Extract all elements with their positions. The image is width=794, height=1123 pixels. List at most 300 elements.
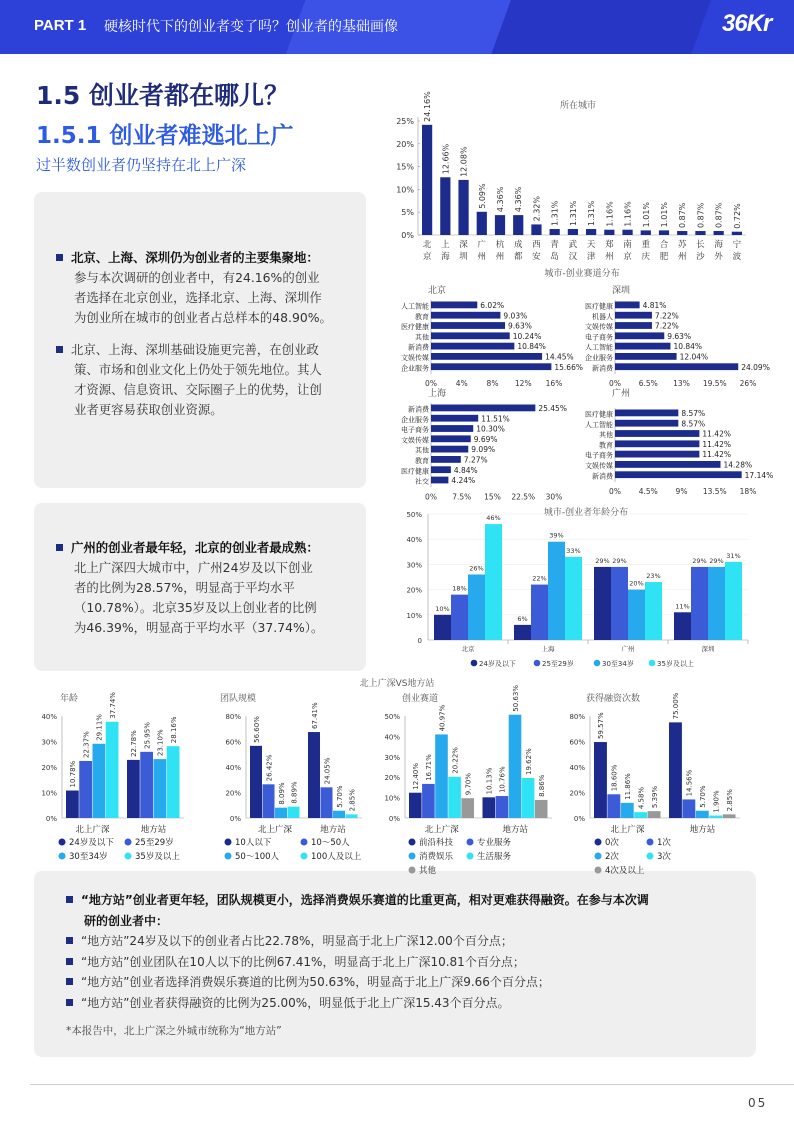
bar [548,542,565,640]
data-label: 0.87% [714,202,724,229]
subchart-title: 北京 [428,286,447,296]
data-label: 26% [469,564,484,573]
bar [732,232,742,235]
x-tick-label: 广州 [621,645,635,653]
y-tick-label: 0% [401,231,414,240]
bar [611,567,628,640]
x-tick-label: 7.5% [452,492,472,502]
bar [648,811,661,818]
bar [140,752,153,818]
y-tick-label: 50% [384,713,400,721]
category-label: 教育 [415,457,429,465]
x-tick-label: 京 [623,252,632,262]
x-tick-label: 北上广深 [257,825,293,835]
card3-heading: “地方站”创业者更年轻，团队规模更小，选择消费娱乐赛道的比重更高，相对更难获得融资。在参与本次调 [81,893,649,907]
bar [615,312,652,319]
bar [167,746,180,818]
bar [431,312,500,319]
bar [550,229,560,235]
x-tick-label: 深圳 [701,645,715,653]
card3-heading-cont: 研的创业者中： [84,913,169,928]
data-label: 5.70% [335,785,344,808]
x-tick-label: 京 [422,252,432,262]
footer-divider [30,1084,794,1085]
data-label: 37.74% [108,692,117,719]
legend-label: 0次 [605,838,619,848]
bar [440,177,450,235]
y-tick-label: 60% [225,738,241,747]
data-label: 2.85% [348,789,357,812]
legend-label: 30至34岁 [602,660,634,668]
data-label: 9.63% [508,321,532,331]
x-tick-label: 北上广深 [610,825,645,835]
y-tick-label: 20% [569,789,585,798]
x-tick-label: 9% [675,487,688,497]
category-label: 电子商务 [585,451,613,460]
category-label: 文娱传媒 [585,462,613,470]
y-tick-label: 15% [396,162,414,172]
data-label: 6% [517,614,528,623]
legend-swatch [647,853,654,860]
data-label: 1.31% [568,200,578,227]
y-tick-label: 40% [406,536,422,545]
data-label: 9.09% [471,445,496,455]
legend-swatch [301,853,308,860]
section-subtitle: 过半数创业者仍坚持在北上广深 [36,156,247,174]
legend-label: 1次 [657,838,671,848]
card3-item: “地方站”24岁及以下的创业者占比22.78%，明显高于北上广深12.00个百分点； [81,934,513,948]
category-label: 企业服务 [401,415,429,424]
x-tick-label: 津 [586,252,596,262]
subchart-title: 年龄 [60,694,79,704]
part-label: PART 1 [34,17,87,34]
data-label: 10.78% [69,760,78,788]
data-label: 46% [486,514,501,523]
bar [431,446,468,453]
data-label: 14.28% [723,460,753,470]
bar [431,425,473,432]
category-label: 新消费 [592,364,613,373]
bar [431,466,451,473]
card1-b1-line: 者选择在北京创业，选择北京、上海、深圳作 [74,290,322,305]
bar [622,230,632,235]
bar [496,796,509,818]
x-tick-label: 杭 [495,240,505,250]
category-label: 企业服务 [585,354,613,362]
brand-logo: 36Kr [722,10,772,37]
y-tick-label: 10% [41,789,57,798]
card3-item: “地方站”创业团队在10人以下的比例67.41%，明显高于北上广深10.81个百分点； [81,954,525,969]
legend-label: 25至29岁 [542,660,574,668]
data-label: 10.76% [498,766,507,794]
data-label: 8.89% [290,781,299,804]
bar [66,791,79,818]
card2-line: （10.78%）。北京35岁及以上创业者的比例 [74,600,317,615]
bar [509,715,522,818]
data-label: 29% [709,556,724,565]
x-tick-label: 北京 [461,645,475,653]
bar [615,420,678,427]
subchart-title: 团队规模 [220,694,257,704]
subsection-title: 1.5.1 创业者难逃北上广 [36,123,294,149]
bar [250,746,262,818]
bar [659,230,669,235]
category-label: 企业服务 [401,364,429,373]
legend-swatch [301,839,308,846]
bar [634,812,647,818]
y-tick-label: 40% [384,733,400,742]
legend-swatch [649,660,656,667]
legend-label: 3次 [657,852,671,862]
data-label: 20.22% [451,747,460,774]
bar [696,811,709,818]
y-tick-label: 0% [229,815,241,823]
y-tick-label: 30% [406,561,422,570]
data-label: 1.01% [660,201,669,228]
bar [333,811,345,818]
data-label: 5.39% [650,785,659,809]
data-label: 22% [532,574,547,583]
category-label: 其他 [415,333,429,342]
bar [531,224,541,235]
y-tick-label: 10% [406,611,422,620]
data-label: 14.56% [685,769,694,797]
x-tick-label: 22.5% [511,492,536,502]
x-tick-label: 16% [545,379,563,389]
bar [695,231,705,235]
legend-swatch [59,839,66,846]
category-label: 文娱传媒 [401,354,429,362]
bar [615,430,699,437]
bar [607,794,620,818]
data-label: 29% [692,556,707,565]
bar [594,742,607,818]
category-label: 其他 [415,446,429,455]
x-tick-label: 4.5% [638,487,658,497]
data-label: 8.57% [681,419,706,429]
bar [275,808,287,818]
subchart-title: 广州 [612,389,631,399]
legend-swatch [125,839,132,846]
data-label: 50.63% [511,685,520,712]
data-label: 11.86% [624,773,632,800]
bar [434,615,451,640]
data-label: 9.70% [464,772,473,796]
bar [321,787,333,818]
x-tick-label: 宁 [732,240,742,250]
x-tick-label: 6.5% [638,379,658,389]
bar [288,807,300,818]
data-label: 22.37% [82,731,91,758]
legend-label: 专业服务 [477,838,512,848]
data-label: 23% [646,572,661,581]
bar [127,760,140,818]
data-label: 9.69% [473,434,498,444]
category-label: 社交 [415,477,429,486]
data-label: 14.45% [545,352,574,362]
legend-swatch [409,853,416,860]
bullet-icon [56,544,63,551]
y-tick-label: 0% [573,815,585,823]
bar [431,435,471,442]
x-tick-label: 北上广深 [75,825,110,835]
data-label: 10.24% [512,331,542,341]
bar [674,612,691,640]
bar [535,800,548,818]
legend-swatch [225,853,232,860]
data-label: 4.84% [453,465,478,475]
bar [93,744,106,818]
chart-title: 北上广深VS地方站 [359,679,435,689]
x-tick-label: 北 [422,240,432,250]
legend-label: 24岁及以下 [479,660,516,668]
x-tick-label: 合 [659,240,669,250]
data-label: 25.95% [143,722,152,749]
bar [615,451,699,458]
bar [615,440,699,447]
data-label: 10.13% [485,767,494,795]
x-tick-label: 15% [484,492,501,502]
x-tick-label: 成 [513,240,523,250]
y-tick-label: 20% [225,789,241,798]
x-tick-label: 沙 [696,252,705,262]
y-tick-label: 10% [396,185,414,195]
x-tick-label: 深 [459,240,468,250]
bar [586,229,596,235]
bar [263,784,275,818]
data-label: 10.30% [476,424,505,434]
data-label: 8.09% [277,782,286,805]
data-label: 17.14% [744,470,774,480]
data-label: 0.72% [732,203,742,229]
legend-swatch [471,660,478,667]
bar [615,363,738,370]
data-label: 5.70% [699,785,707,808]
bar [448,777,461,818]
bar [615,322,652,329]
bar [495,215,505,235]
card3-item: “地方站”创业者获得融资的比例为25.00%，明显低于北上广深15.43个百分点。 [81,995,510,1010]
data-label: 19.62% [524,748,533,775]
y-tick-label: 40% [569,764,585,772]
data-label: 75.00% [672,692,681,720]
category-label: 教育 [415,312,429,321]
x-tick-label: 州 [495,252,505,262]
data-label: 24.09% [741,362,770,372]
bullet-icon [66,999,73,1006]
bar [154,759,167,818]
data-label: 18% [452,584,467,593]
x-tick-label: 19.5% [702,379,727,389]
x-tick-label: 0% [609,379,621,389]
data-label: 11% [675,602,690,611]
data-label: 56.60% [252,716,261,743]
bar [461,798,474,818]
bar [594,567,611,640]
bar [615,343,670,350]
x-tick-label: 州 [677,252,687,262]
data-label: 29% [595,556,610,565]
data-label: 8.86% [537,774,546,797]
x-tick-label: 地方站 [502,825,529,835]
bar [615,353,677,360]
category-label: 其他 [599,431,613,440]
x-tick-label: 12% [514,379,532,389]
x-tick-label: 海 [441,252,450,262]
x-tick-label: 26% [739,379,757,389]
bar [725,562,742,640]
chart-title: 城市-创业者年龄分布 [543,508,629,518]
bar [431,353,542,360]
x-tick-label: 4% [455,379,468,389]
x-tick-label: 肥 [659,252,669,262]
data-label: 1.01% [641,201,651,228]
card1-heading: 北京、上海、深圳仍为创业者的主要集聚地： [71,250,319,265]
x-tick-label: 青 [550,240,559,250]
bar [431,302,477,309]
category-label: 医疗健康 [401,467,429,476]
legend-label: 消费娱乐 [419,852,454,862]
bar [604,230,614,235]
data-label: 1.90% [712,790,721,813]
x-tick-label: 长 [696,240,705,250]
x-tick-label: 上海 [541,645,555,653]
x-tick-label: 外 [714,252,723,262]
bar [477,212,487,235]
bullet-icon [56,346,63,353]
x-tick-label: 30% [545,492,563,502]
data-label: 25.45% [538,404,567,413]
legend-label: 其他 [419,866,437,876]
card2-heading: 广州的创业者最年轻，北京的创业者最成熟： [71,540,319,555]
x-tick-label: 波 [732,252,742,262]
data-label: 33% [566,546,581,555]
bar [621,803,634,818]
data-label: 4.81% [642,301,667,310]
bullet-icon [66,896,73,903]
data-label: 4.36% [514,186,524,213]
header-title: 硬核时代下的创业者变了吗？创业者的基础画像 [104,19,398,35]
data-label: 31% [726,551,741,560]
category-label: 人工智能 [585,343,613,352]
legend-swatch [125,853,132,860]
category-label: 人工智能 [401,302,429,311]
category-label: 新消费 [592,472,613,481]
bar [568,229,578,235]
data-label: 11.42% [702,450,731,460]
bar [431,415,478,422]
x-tick-label: 18% [739,487,757,497]
data-label: 24.05% [323,757,332,785]
category-label: 文娱传媒 [585,323,613,332]
section-title: 1.5 创业者都在哪儿？ [36,81,289,110]
legend-swatch [59,853,66,860]
y-tick-label: 20% [41,764,57,772]
x-tick-label: 天 [586,240,596,250]
bar [431,456,461,463]
bullet-icon [66,958,73,965]
data-label: 22.78% [130,730,139,757]
y-tick-label: 30% [384,753,400,762]
bar [531,585,548,640]
data-label: 10.84% [517,342,546,352]
data-label: 1.31% [587,200,597,227]
x-tick-label: 13% [673,379,690,389]
x-tick-label: 圳 [459,252,468,262]
bar [483,797,496,818]
card1-b1-line: 参与本次调研的创业者中，有24.16%的创业 [74,270,320,285]
legend-label: 2次 [605,852,619,862]
bar [468,574,485,640]
subchart-title: 深圳 [612,286,631,296]
x-tick-label: 8% [486,379,499,389]
y-tick-label: 0 [417,637,422,645]
data-label: 2.32% [532,195,542,222]
x-tick-label: 州 [477,252,487,262]
footnote: *本报告中，北上广深之外城市统称为“地方站” [66,1025,282,1037]
y-tick-label: 80% [569,713,585,721]
bar [422,784,435,818]
y-tick-label: 40% [225,764,241,772]
x-tick-label: 海 [714,240,723,250]
data-label: 7.22% [654,321,679,331]
bar [409,793,422,818]
legend-label: 25至29岁 [135,838,174,848]
subchart-title: 获得融资次数 [586,694,641,704]
data-label: 9.03% [503,311,528,321]
chart-title: 所在城市 [559,101,597,111]
bar [645,582,662,640]
category-label: 医疗健康 [585,410,613,419]
legend-label: 30至34岁 [69,852,108,862]
y-tick-label: 50% [406,511,422,519]
bar [677,231,687,235]
bar [565,557,582,640]
x-tick-label: 南 [623,240,632,250]
bar [431,322,505,329]
bullet-icon [66,937,73,944]
card1-b2-line: 业者更容易获取创业资源。 [74,402,223,417]
data-label: 1.16% [623,201,633,227]
page-header [0,0,794,54]
data-label: 20% [629,579,644,588]
legend-swatch [409,839,416,846]
data-label: 11.42% [702,439,731,449]
y-tick-label: 20% [406,586,422,595]
x-tick-label: 上 [441,240,450,250]
legend-label: 50～100人 [235,852,280,862]
bar [709,816,722,818]
y-tick-label: 60% [569,738,585,747]
bar [628,590,645,640]
subchart-title: 上海 [428,389,447,399]
card1-text [56,248,356,420]
data-label: 10.84% [673,342,703,352]
legend-label: 4次及以上 [605,866,645,876]
x-tick-label: 武 [568,240,578,250]
bullet-icon [56,254,63,261]
bar [458,180,468,235]
bullet-icon [66,978,73,985]
x-tick-label: 地方站 [140,825,167,835]
card2-line: 为46.39%，明显高于平均水平（37.74%）。 [74,620,324,635]
data-label: 7.22% [654,311,679,321]
x-tick-label: 地方站 [689,825,716,835]
bar [308,732,320,818]
data-label: 29% [612,556,627,565]
card1-b2-line: 才资源、信息资讯、交际圈子上的优势，让创 [74,382,322,397]
card1-b1-line: 为创业所在城市的创业者占总样本的48.90%。 [74,310,332,325]
